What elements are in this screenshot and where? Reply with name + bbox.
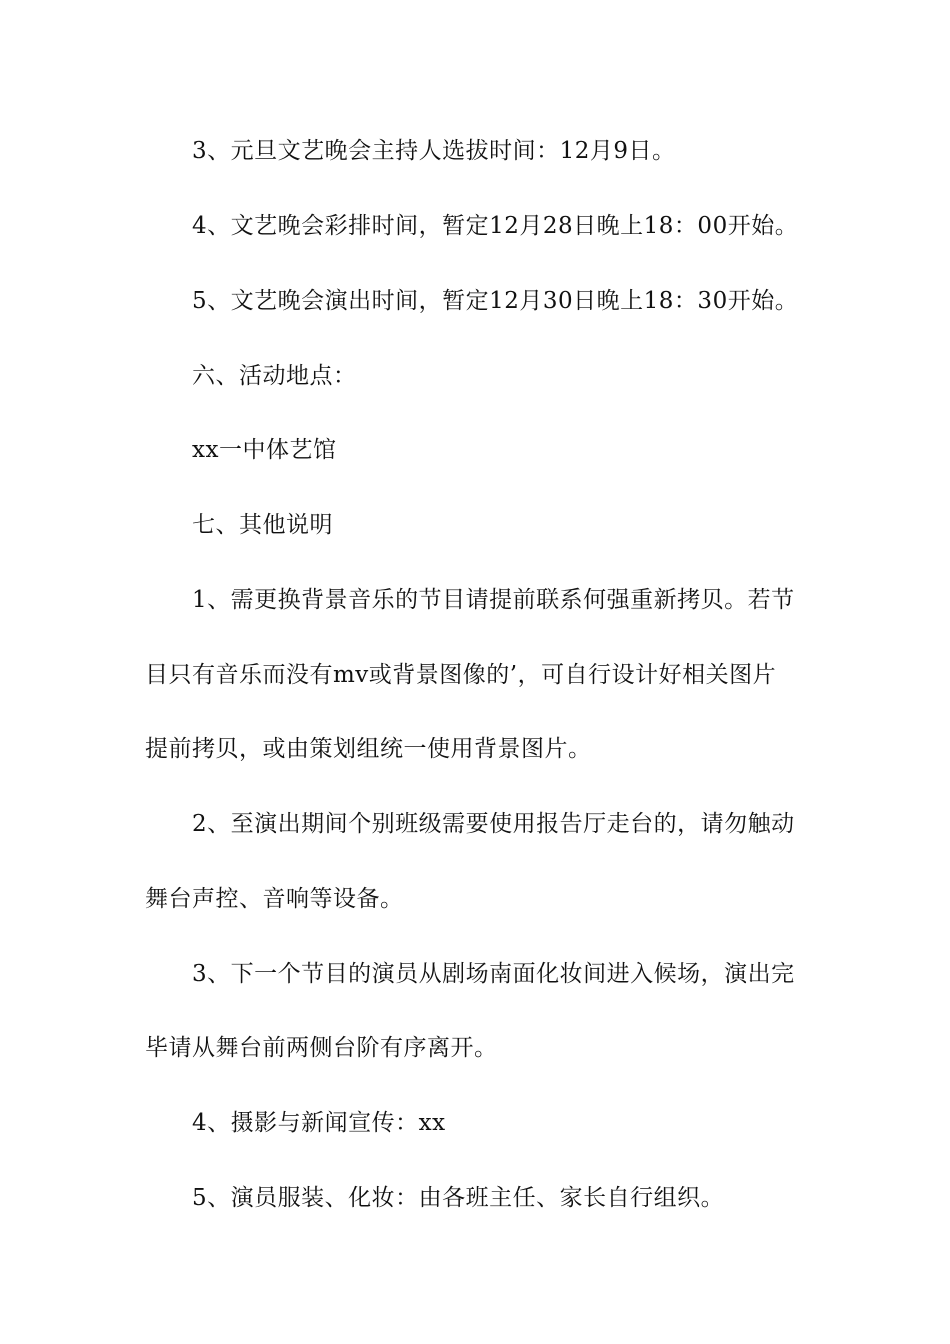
- paragraph-line: xx一中体艺馆: [192, 437, 337, 463]
- paragraph-line: 提前拷贝，或由策划组统一使用背景图片。: [145, 736, 592, 762]
- paragraph-line: 5、文艺晚会演出时间，暂定12月30日晚上18：30开始。: [192, 288, 799, 314]
- section-heading: 六、活动地点：: [192, 363, 357, 389]
- paragraph-line: 目只有音乐而没有mv或背景图像的’，可自行设计好相关图片: [145, 662, 777, 688]
- paragraph-line: 毕请从舞台前两侧台阶有序离开。: [145, 1035, 498, 1061]
- paragraph-line: 4、摄影与新闻宣传：xx: [192, 1110, 446, 1136]
- paragraph-line: 3、元旦文艺晚会主持人选拔时间：12月9日。: [192, 138, 676, 164]
- paragraph-line: 1、需更换背景音乐的节目请提前联系何强重新拷贝。若节: [192, 587, 795, 613]
- paragraph-line: 舞台声控、音响等设备。: [145, 886, 404, 912]
- paragraph-line: 5、演员服装、化妆：由各班主任、家长自行组织。: [192, 1185, 725, 1211]
- paragraph-line: 2、至演出期间个别班级需要使用报告厅走台的，请勿触动: [192, 811, 795, 837]
- section-heading: 七、其他说明: [192, 512, 333, 538]
- paragraph-line: 3、下一个节目的演员从剧场南面化妆间进入候场，演出完: [192, 961, 795, 987]
- paragraph-line: 4、文艺晚会彩排时间，暂定12月28日晚上18：00开始。: [192, 213, 799, 239]
